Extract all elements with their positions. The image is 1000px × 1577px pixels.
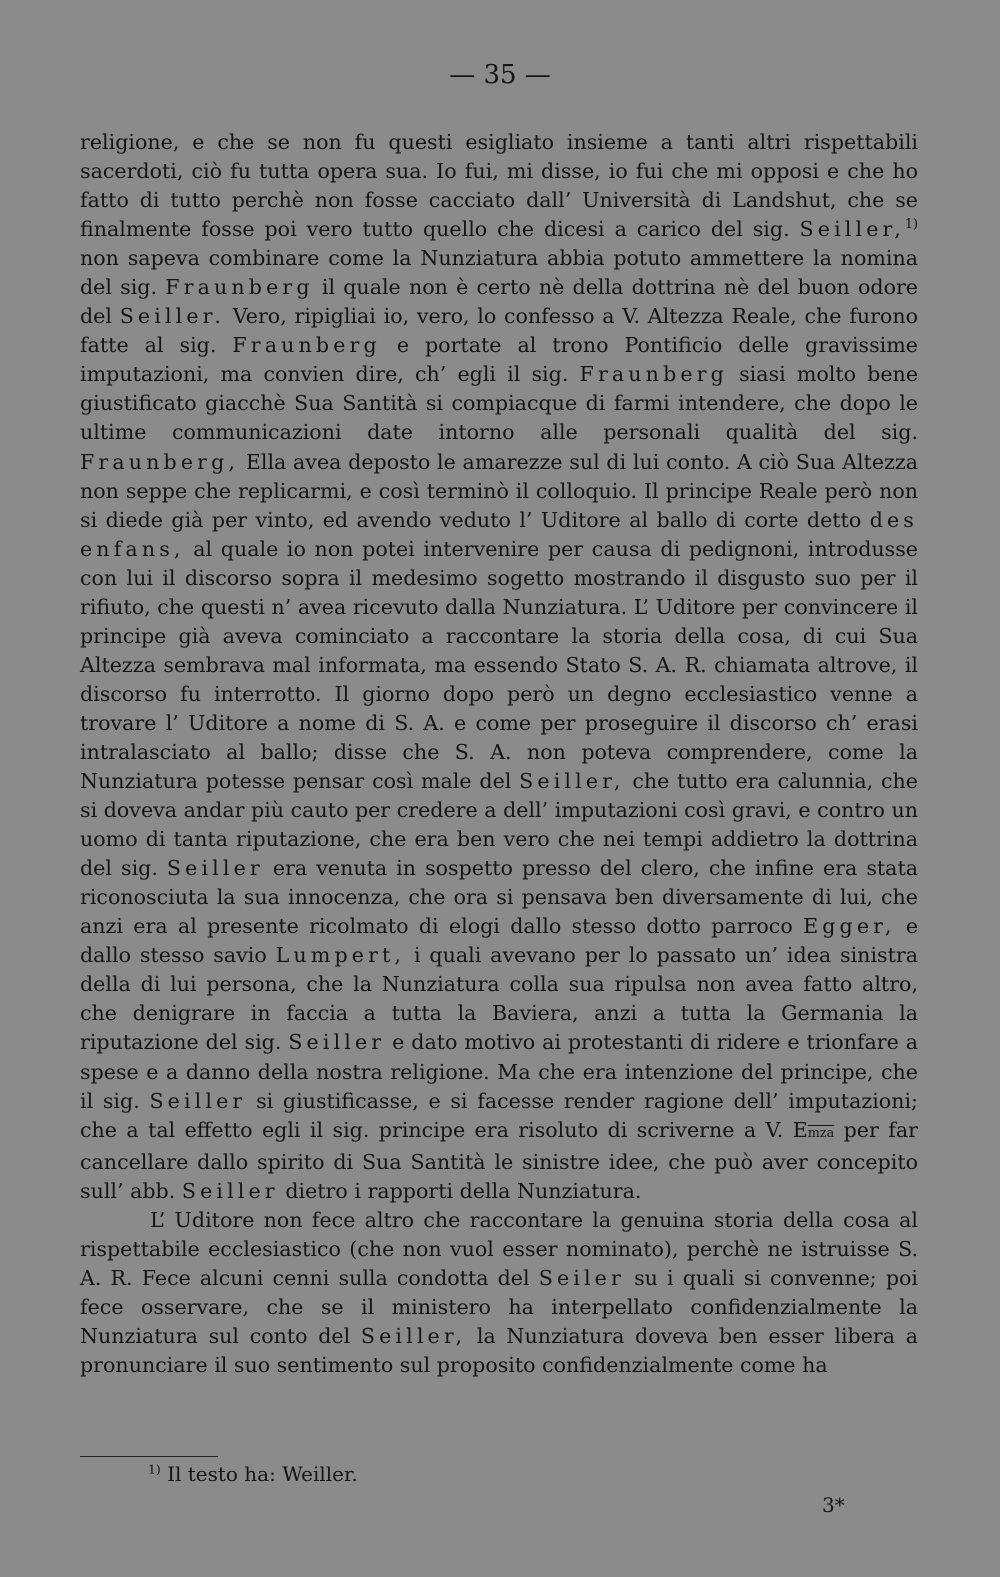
text-run: Vero, ripigliai io, vero, lo confesso a V. Altezza Reale, che furono fatte al sig. — [80, 304, 918, 358]
spaced-name: Seiller — [288, 1030, 386, 1055]
spaced-name: Seiller. — [119, 304, 226, 329]
text-run: la Nunziatura doveva ben esser libera a pronunciare il suo sentimento sul proposito confidenzialmente come ha — [80, 1323, 918, 1377]
text-run: che tutto era calunnia, che si doveva andar più cauto per credere a dell’ imputazioni così gravi, e contro un uomo di tanta riputazione, che era ben vero che nei tempi addietro la dottrina del sig. — [80, 769, 918, 881]
footnote-separator — [80, 1456, 218, 1457]
page-number: — 35 — — [449, 60, 551, 90]
text-run: e dato motivo ai protestanti di ridere e trionfare a spese e a danno della nostra religione. Ma che era intenzione del principe, che il sig. — [80, 1030, 918, 1113]
spaced-name: Egger, — [803, 914, 896, 939]
footnote — [148, 1462, 358, 1486]
text-run: L’ Uditore non fece altro che raccontare la genuina storia della cosa al rispettabile ecclesiastico (che non vuol esser nominato), perchè ne istruisse S. A. R. Fece alcuni cenni sulla condotta del — [80, 1207, 918, 1290]
text-run: era venuta in sospetto presso del clero, che infine era stata riconosciuta la sua innocenza, che ora si pensava ben diversamente di lui, che anzi era al presente ricolmato di elogi dallo stesso dotto parroco — [80, 856, 918, 939]
spaced-name: Lumpert, — [275, 943, 406, 968]
text-run: e dallo stesso savio — [80, 914, 919, 968]
spaced-name: Fraunberg — [232, 333, 381, 358]
paragraph — [80, 1206, 918, 1380]
footnote-marker: 1) — [148, 1461, 161, 1477]
spaced-name: Seiller, — [799, 217, 905, 242]
spaced-name: Seiller, — [360, 1323, 467, 1348]
spaced-name: Seiller — [181, 1178, 279, 1203]
spaced-name: Fraunberg — [579, 362, 728, 387]
footnote-ref: 1) — [904, 217, 918, 233]
text-run: Ella avea deposto le amarezze sul di lui conto. A ciò Sua Altezza non seppe che replicarmi, e così terminò il colloquio. Il principe Reale però non si diede già per vinto, ed avendo veduto l’ Uditore al ballo di corte detto — [80, 449, 918, 532]
text-run: dietro i rapporti della Nunziatura. — [278, 1178, 642, 1203]
text-run: siasi molto bene giustificato giacchè Sua Santità si compiacque di farmi intendere, che dopo le ultime communicazioni date intorno alle personali qualità del sig. — [80, 362, 919, 445]
spaced-name: Fraunberg, — [80, 449, 240, 474]
spaced-name: Fraunberg — [165, 275, 314, 300]
text-run: i quali avevano per lo passato un’ idea sinistra della di lui persona, che la Nunziatura colla sua ripulsa non avea fatto altro, che denigrare in faccia a tutta la Baviera, anzi a tutta la Germania la riputazione del sig. — [80, 943, 918, 1055]
text-run: si giustificasse, e si facesse render ragione dell’ imputazioni; che a tal effetto egli il sig. principe era risoluto di scriverne a V. E — [80, 1088, 918, 1142]
spaced-name: Seiller — [149, 1088, 247, 1113]
spaced-name: des enfans, — [80, 507, 918, 561]
text-run: non sapeva combinare come la Nunziatura abbia potuto ammettere la nomina del sig. — [80, 246, 918, 300]
text-run: al quale io non potei intervenire per causa di pedignoni, introdusse con lui il discorso sopra il medesimo sogetto mostrando il disgusto suo per il rifiuto, che questi n’ avea ricevuto dalla Nunziatura. L’ Uditore per convincere il principe già aveva cominciato a raccontare la storia della cosa, di cui Sua Altezza sembrava mal informata, ma essendo Stato S. A. R. chiamata altrove, il discorso fu interrotto. Il giorno dopo però un degno ecclesiastico venne a trovare l’ Uditore a nome di S. A. e come per proseguire il discorso ch’ erasi intralasciato al ballo; disse che S. A. non poteva comprendere, come la Nunziatura potesse pensar così male del — [80, 536, 918, 794]
body-text — [80, 128, 918, 1380]
footnote-text: Il testo ha: Weiller. — [160, 1462, 358, 1486]
text-run: e portate al trono Pontificio delle gravissime imputazioni, ma convien dire, ch’ egli il sig. — [80, 333, 918, 387]
spaced-name: Seiller — [166, 856, 264, 881]
abbreviation-superscript: $\overline{mza}$ — [807, 1125, 835, 1141]
text-run: religione, e che se non fu questi esigliato insieme a tanti altri rispettabili sacerdoti, ciò fu tutta opera sua. Io fui, mi disse, io fui che mi opposi e che ho fatto di tutto perchè non fosse cacciato dall’ Università di Landshut, che se finalmente fosse poi vero tutto quello che dicesi a carico del sig. — [80, 130, 918, 242]
text-run: il quale non è certo nè della dottrina nè del buon odore del — [80, 275, 918, 329]
text-run: su i quali si convenne; poi fece osservare, che se il ministero ha interpellato confidenzialmente la Nunziatura sul conto del — [80, 1265, 918, 1348]
paragraph — [80, 128, 918, 1206]
spaced-name: Seiler — [538, 1265, 625, 1290]
text-run: per far cancellare dallo spirito di Sua Santità le sinistre idee, che può aver concepito sull’ abb. — [80, 1117, 918, 1203]
spaced-name: Seiller, — [519, 769, 625, 794]
signature-mark: 3* — [822, 1493, 845, 1517]
